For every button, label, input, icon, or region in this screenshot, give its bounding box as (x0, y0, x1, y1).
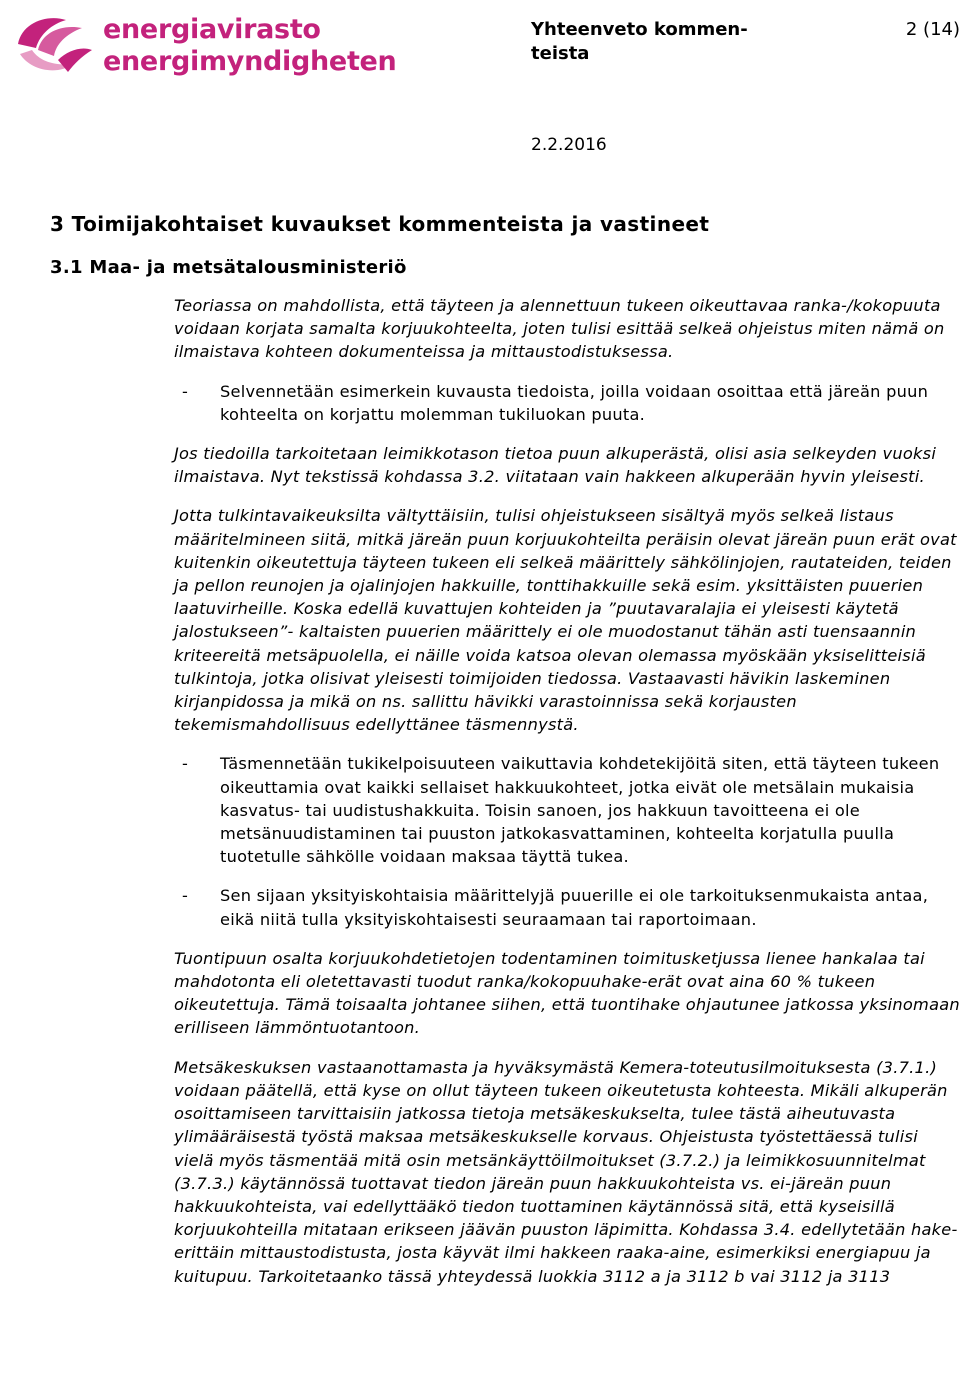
response-bullet-1 (174, 380, 960, 426)
comment-paragraph-5: Metsäkeskuksen vastaanottamasta ja hyväksymästä Kemera-toteutusilmoituksesta (3.7.1.) voidaan päätellä, että kyse on ollut täyteen tukeen oikeutetusta kohteesta. Mikäli alkuperän osoittamiseen tarvittaisiin jatkossa tietoja metsäkeskukselta, tulee tästä aiheutuvasta ylimääräisestä työstä maksaa metsäkeskukselle korvaus. Ohjeistusta työstettäessä tulisi vielä myös täsmentää mitä osin metsänkäyttöilmoitukset (3.7.2.) ja leimikkosuunnitelmat (3.7.3.) käytännössä tuottavat tiedon järeän puun hakkuukohteista vs. ei-järeän puun hakkuukohteista, vai edellyttääkö tiedon tuottaminen käytännössä sitä, että kyseisillä korjuukohteilla mitataan erikseen jäävän puuston läpimitta. Kohdassa 3.4. edellytetään hake-erittäin mittaustodistusta, josta käyvät ilmi hakkeen raaka-aine, esimerkiksi energiapuu ja kuitupuu. Tarkoitetaanko tässä yhteydessä luokkia 3112 a ja 3112 b vai 3112 ja 3113 (174, 1057, 958, 1286)
logo-line-1: energiavirasto (103, 14, 321, 45)
response-bullet-text: Sen sijaan yksityiskohtaisia määrittelyjä puuerille ei ole tarkoituksenmukaista antaa, eikä niitä tulla yksityiskohtaisesti seuraamaan tai raportoimaan. (220, 886, 929, 929)
section-heading: 3 Toimijakohtaiset kuvaukset kommenteista ja vastineet (50, 212, 710, 236)
document-title: Yhteenveto kommen-teista (531, 19, 748, 64)
bullet-dash: - (182, 754, 189, 774)
response-bullet-3 (174, 884, 960, 930)
bullet-dash: - (182, 886, 189, 906)
comment-paragraph-4: Tuontipuun osalta korjuukohdetietojen todentaminen toimitusketjussa lienee hankalaa tai mahdotonta eli oletettavasti tuodut ranka/kokopuuhake-erät ovat aina 60 % tukeen oikeutettuja. Tämä toisaalta johtanee siihen, että tuontihake ohjautunee jatkossa yksinomaan erilliseen lämmöntuotantoon. (174, 948, 960, 1038)
document-date: 2.2.2016 (531, 135, 607, 155)
subsection-heading: 3.1 Maa- ja metsätalousministeriö (50, 257, 407, 278)
energiavirasto-logo (8, 10, 397, 82)
page-number: 2 (14) (905, 19, 960, 40)
bullet-dash: - (182, 381, 189, 401)
response-bullet-text: Täsmennetään tukikelpoisuuteen vaikuttavia kohdetekijöitä siten, että täyteen tukeen oikeuttamia ovat kaikki sellaiset hakkuukohteet, jotka eivät ole metsälain mukaisia kasvatus- tai uudistushakkuita. Toisin sanoen, jos hakkuun tavoitteena ei ole metsänuudistaminen tai puuston jatkokasvattaminen, kohteelta korjatulla puulla tuotetulle sähkölle voidaan maksaa täyttä tukea. (220, 754, 940, 867)
response-bullet-2 (174, 752, 960, 868)
comment-paragraph-2: Jos tiedoilla tarkoitetaan leimikkotason tietoa puun alkuperästä, olisi asia selkeyden vuoksi ilmaistava. Nyt tekstissä kohdassa 3.2. viitataan vain hakkeen alkuperään hyvin yleisesti. (174, 444, 937, 487)
logo-mark-icon (8, 10, 98, 82)
comment-paragraph-3: Jotta tulkintavaikeuksilta vältyttäisiin, tulisi ohjeistukseen sisältyä myös selkeä listaus määritelmineen siitä, mitkä järeän puun korjuukohteilta peräisin olevat järeän puun erät ovat kuitenkin oikeutettuja täyteen tukeen eli selkeä määrittely sähkölinjojen, rautateiden, teiden ja pellon reunojen ja ojalinjojen hakkuille, tonttihakkuille sekä esim. yksittäisten puuerien laatuvirheille. Koska edellä kuvattujen kohteiden ja ”puutavaralajia ei yleisesti käytetä jalostukseen”- kaltaisten puuerien määrittely ei ole muodostanut tähän asti tuensaannin kriteereitä metsäpuolella, ei näille voida katsoa olevan olemassa myöskään yksiselitteisiä tulkintoja, jotka olisivat yleisesti toimijoiden tiedossa. Vastaavasti hävikin laskeminen kirjanpidossa ja mikä on ns. sallittu hävikki varastoinnissa sekä korjausten tekemismahdollisuus edellyttänee täsmennystä. (174, 506, 957, 735)
comment-paragraph-1: Teoriassa on mahdollista, että täyteen ja alennettuun tukeen oikeuttavaa ranka-/kokopuuta voidaan korjata samalta korjuukohteelta, joten tulisi esittää selkeä ohjeistus miten nämä on ilmaistava kohteen dokumenteissa ja mittaustodistuksessa. (174, 296, 945, 362)
document-body (174, 294, 960, 1304)
logo-line-2: energimyndigheten (103, 46, 397, 77)
response-bullet-text: Selvennetään esimerkein kuvausta tiedoista, joilla voidaan osoittaa että järeän puun kohteelta on korjattu molemman tukiluokan puuta. (220, 381, 929, 424)
